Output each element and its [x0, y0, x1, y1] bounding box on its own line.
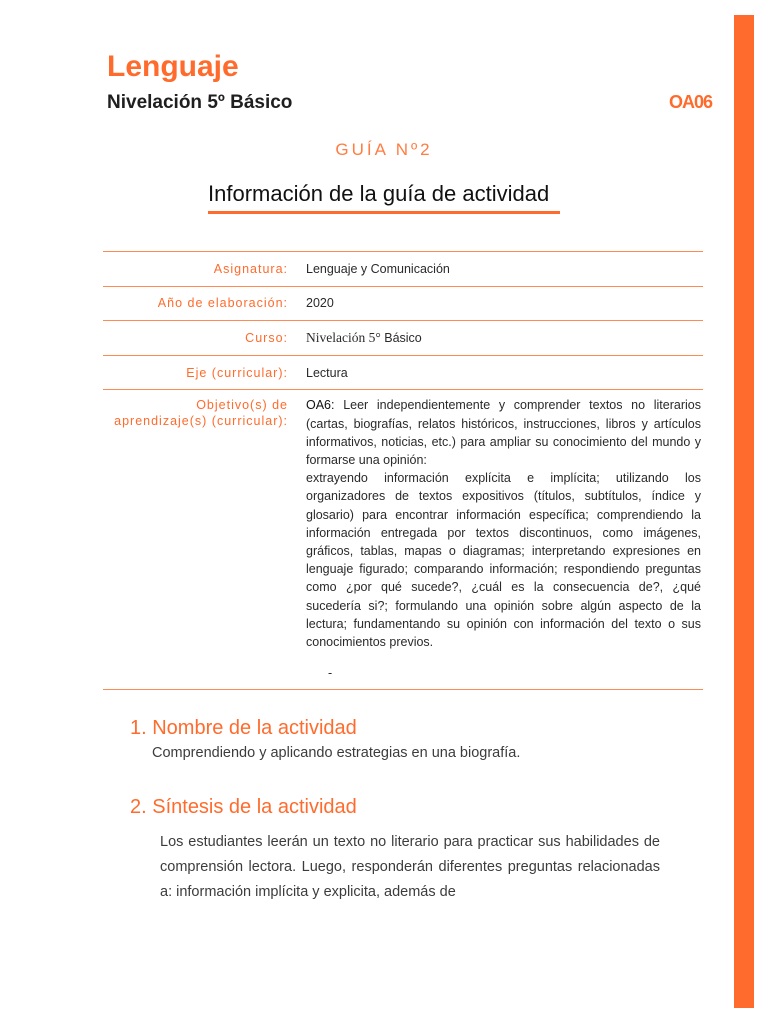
table-row-objetivo: [103, 390, 703, 690]
info-title: Información de la guía de actividad: [208, 181, 560, 214]
info-table: [103, 251, 703, 690]
row-value: 2020: [306, 296, 334, 311]
activity-name: Comprendiendo y aplicando estrategias en una biografía.: [152, 745, 521, 761]
objective-statement: Leer independientemente y comprender textos no literarios (cartas, biografías, relatos históricos, instrucciones, libros y artículos informativos, noticias, etc.) para ampliar su conocimiento del mundo y formarse una opinión:: [306, 398, 701, 467]
row-label: Eje (curricular):: [186, 365, 288, 380]
course-level-text: Nivelación 5°: [306, 329, 381, 345]
table-row-asignatura: [103, 252, 703, 287]
objective-details: extrayendo información explícita e implícita; utilizando los organizadores de textos expositivos (títulos, subtítulos, índice y glosario) para encontrar información específica; comprendiendo la información entregada por textos discontinuos, como imágenes, gráficos, tablas, mapas o diagramas; interpretando expresiones en lenguaje figurado; comparando información; respondiendo preguntas como ¿por qué sucede?, ¿cuál es la consecuencia de?, ¿qué sucedería si?; formulando una opinión sobre algún aspecto de la lectura; fundamentando su opinión con información del texto o sus conocimientos previos.: [306, 471, 701, 650]
guide-number: GUÍA Nº2: [335, 140, 433, 159]
decorative-side-bar: [734, 15, 754, 1008]
synthesis-heading: 2. Síntesis de la actividad: [130, 796, 357, 818]
course-level-rest: Básico: [380, 330, 422, 345]
synthesis-text: Los estudiantes leerán un texto no literario para practicar sus habilidades de comprensión lectora. Luego, responderán diferentes preguntas relacionadas a: información implícita y explicita, además de: [160, 834, 660, 900]
objective-dash: -: [328, 666, 333, 681]
subject-title: Lenguaje: [107, 50, 239, 83]
row-label: Curso:: [245, 330, 288, 345]
activity-name-heading: 1. Nombre de la actividad: [130, 717, 357, 739]
objective-text: [298, 390, 703, 682]
row-label: Año de elaboración:: [157, 296, 288, 311]
row-value: [298, 330, 703, 346]
table-row-eje: [103, 356, 703, 391]
objective-code: OA6:: [306, 398, 335, 413]
row-value: Lectura: [306, 365, 348, 380]
level-title: Nivelación 5º Básico: [107, 92, 293, 113]
row-label: Asignatura:: [213, 261, 288, 276]
table-row-curso: [103, 321, 703, 356]
table-row-ano: [103, 287, 703, 322]
row-label: Objetivo(s) de aprendizaje(s) (curricular):: [114, 398, 288, 429]
row-value: Lenguaje y Comunicación: [306, 261, 450, 276]
oa-code: OA06: [668, 92, 712, 112]
